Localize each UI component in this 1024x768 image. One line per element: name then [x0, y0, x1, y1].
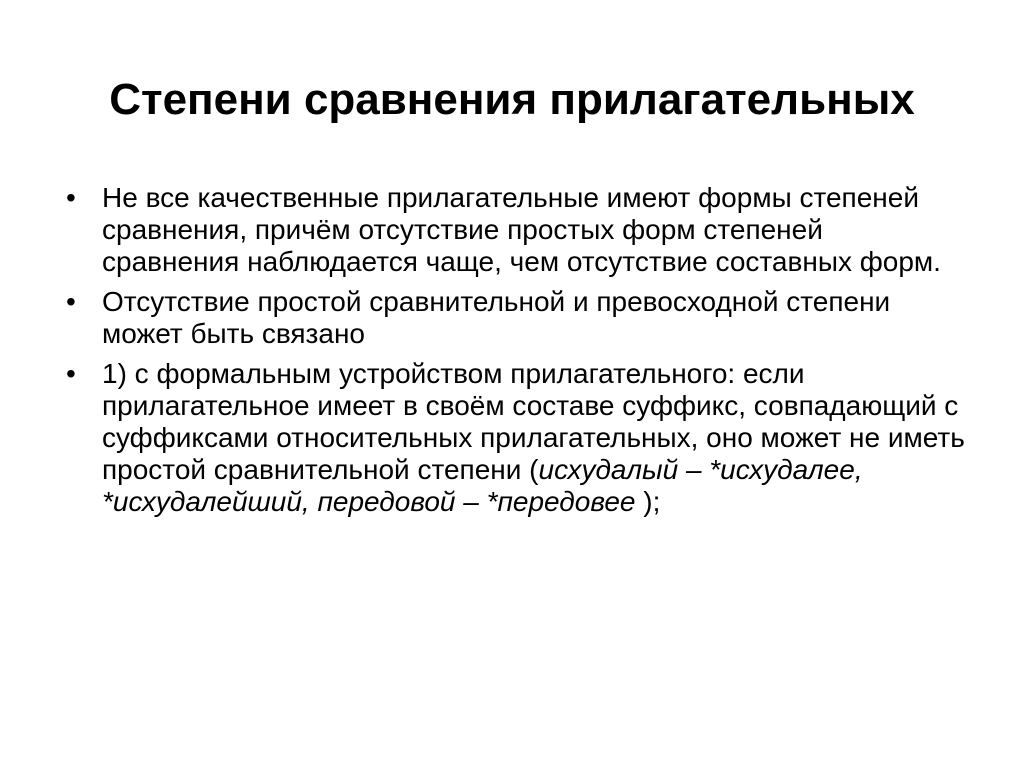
bullet-dot-icon: •: [66, 358, 76, 389]
bullet-dot-icon: •: [66, 286, 76, 317]
bullet-item: [66, 358, 966, 518]
bullet-list: [66, 182, 966, 526]
bullet-item: [66, 182, 966, 278]
bullet-text-tail: );: [635, 486, 661, 517]
slide-title: Степени сравнения прилагательных: [109, 75, 915, 124]
bullet-text: Не все качественные прилагательные имеют формы степеней сравнения, причём отсутствие простых форм степеней сравнения наблюдается чаще, чем отсутствие составных форм.: [102, 182, 941, 277]
bullet-text-lead: 1) с формальным устройством прилагательного: если прилагательное имеет в своём составе суффикс, совпадающий с суффиксами относительных прилагательных, оно может не иметь простой сравнительной степени (: [102, 358, 965, 485]
bullet-dot-icon: •: [66, 182, 76, 213]
bullet-text: [102, 358, 966, 518]
bullet-item: [66, 286, 966, 350]
bullet-text: Отсутствие простой сравнительной и превосходной степени может быть связано: [102, 286, 891, 349]
bullet-text-examples: исхудалый – *исхудалее, *исхудалейший, передовой – *передовее: [102, 454, 863, 517]
